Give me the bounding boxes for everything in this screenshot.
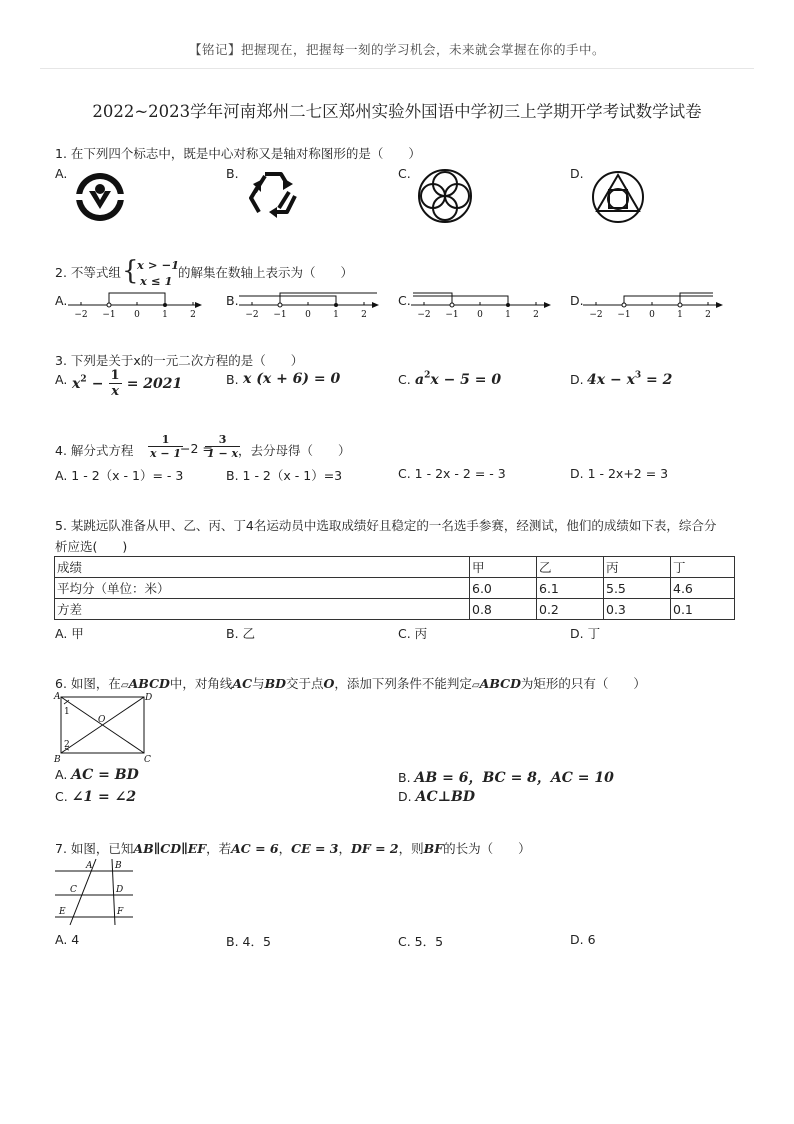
q7-condition: AB∥CD∥EF — [133, 841, 207, 856]
q7-parallel-lines-figure — [53, 857, 135, 927]
q3-a-minus: − — [91, 376, 104, 392]
q3-d-part1: 4x − x — [587, 372, 635, 388]
q1-option-c-label: C. — [398, 166, 411, 181]
angle-label: 1 — [64, 707, 70, 717]
q6-parallelogram-symbol-2: ▱ — [471, 680, 480, 691]
q2-stem-prefix: 2. 不等式组 — [55, 265, 121, 280]
q4-f2-denominator: 1 − x — [207, 447, 239, 460]
table-cell: 成绩 — [55, 557, 470, 578]
q6-option-c-label: C. — [55, 789, 68, 804]
q6-rectangle-figure — [53, 690, 157, 764]
q3-a-numerator: 1 — [110, 368, 120, 383]
tick-label: −1 — [445, 310, 459, 320]
table-cell: 6.1 — [537, 578, 604, 599]
angle-label: 2 — [64, 740, 70, 750]
table-cell: 丙 — [604, 557, 671, 578]
q6-option-d-expr: AC⊥BD — [415, 789, 476, 805]
tick-label: 0 — [649, 310, 655, 320]
tick-label: −1 — [617, 310, 631, 320]
table-row — [55, 578, 735, 599]
q6-text-5: ，添加下列条件不能判定 — [334, 676, 472, 691]
q6-abcd: ABCD — [128, 676, 170, 691]
tick-label: 1 — [677, 310, 683, 320]
q7-text-4: 的长为（ ） — [443, 841, 531, 856]
point-label: A — [86, 861, 93, 871]
q1-stem: 1. 在下列四个标志中，既是中心对称又是轴对称图形的是（ ） — [55, 146, 421, 161]
q6-parallelogram-symbol: ▱ — [120, 680, 129, 691]
table-cell: 6.0 — [470, 578, 537, 599]
q3-c-rest: x − 5 = 0 — [430, 372, 502, 388]
q2-option-a-label: A. — [55, 293, 68, 308]
q6-option-a — [55, 767, 139, 783]
recycle-logo-icon — [243, 166, 303, 222]
vertex-label: C — [144, 755, 151, 764]
q1-option-d-label: D. — [570, 166, 584, 181]
table-cell: 0.3 — [604, 599, 671, 620]
q4-option-c: C. 1 - 2x - 2 = - 3 — [398, 466, 506, 481]
q2-option-d-label: D. — [570, 293, 584, 308]
q6-option-d-label: D. — [398, 789, 412, 804]
q5-stem-line2: 析应选( ) — [55, 539, 128, 554]
q4-f2-numerator: 3 — [205, 433, 240, 447]
q3-option-c-label: C. — [398, 372, 411, 387]
center-label: O — [98, 715, 106, 725]
vertex-label: B — [54, 755, 61, 764]
q7-option-b: B. 4．5 — [226, 934, 271, 949]
q2-number-line-b — [237, 286, 383, 320]
q7-sep-2: ， — [338, 841, 352, 856]
tick-label: −2 — [589, 310, 603, 320]
q3-stem: 3. 下列是关于x的一元二次方程的是（ ） — [55, 353, 304, 368]
q6-option-a-expr: AC = BD — [71, 767, 139, 783]
table-cell: 甲 — [470, 557, 537, 578]
q5-option-a: A. 甲 — [55, 626, 84, 641]
q7-option-d: D. 6 — [570, 932, 596, 947]
q4-stem-prefix: 4. 解分式方程 — [55, 443, 134, 458]
tick-label: 1 — [162, 310, 168, 320]
q3-option-b-expr: x (x + 6) = 0 — [243, 371, 341, 387]
q7-text-1: 7. 如图，已知 — [55, 841, 134, 856]
q4-fraction-1 — [148, 433, 183, 460]
table-cell: 平均分（单位：米） — [55, 578, 470, 599]
triangle-square-logo-icon — [590, 169, 646, 225]
point-label: C — [70, 885, 77, 895]
q6-o: O — [323, 676, 335, 691]
q7-df: DF = 2 — [351, 841, 399, 856]
four-petal-logo-icon — [416, 167, 474, 225]
q5-option-c: C. 丙 — [398, 626, 428, 641]
q2-option-c-label: C. — [398, 293, 411, 308]
q6-ac: AC — [232, 676, 253, 691]
q2-brace: { — [122, 256, 139, 286]
table-header-row — [55, 557, 735, 578]
table-cell: 0.8 — [470, 599, 537, 620]
q5-option-d: D. 丁 — [570, 626, 601, 641]
q2-inequality-2: x ≤ 1 — [140, 274, 173, 288]
q6-text-1: 6. 如图，在 — [55, 676, 121, 691]
tick-label: 1 — [505, 310, 511, 320]
table-cell: 方差 — [55, 599, 470, 620]
q4-f1-denominator: x − 1 — [150, 447, 182, 460]
tick-label: −2 — [74, 310, 88, 320]
q4-option-a: A. 1 - 2（x - 1）= - 3 — [55, 468, 184, 483]
q3-option-c-expr — [415, 369, 501, 388]
q5-scores-table — [54, 556, 735, 620]
q3-d-part2: = 2 — [641, 372, 673, 388]
q3-a-rhs: = 2021 — [126, 376, 183, 392]
q4-fraction-2 — [205, 433, 240, 460]
tick-label: 0 — [134, 310, 140, 320]
vertex-label: A — [54, 692, 61, 702]
q3-option-a-expr — [72, 368, 182, 399]
table-cell: 0.2 — [537, 599, 604, 620]
table-cell: 丁 — [671, 557, 735, 578]
tick-label: 0 — [477, 310, 483, 320]
q4-f1-numerator: 1 — [148, 433, 183, 447]
vertex-label: D — [145, 693, 153, 703]
tick-label: 2 — [705, 310, 711, 320]
q7-ce: CE = 3 — [291, 841, 339, 856]
q3-a-exponent: 2 — [80, 374, 87, 385]
q3-a-denominator: x — [111, 384, 119, 399]
q7-ac: AC = 6 — [231, 841, 279, 856]
q2-stem-suffix: 的解集在数轴上表示为（ ） — [178, 265, 354, 280]
q6-text-6: 为矩形的只有（ ） — [520, 676, 646, 691]
q4-stem-suffix: ，去分母得（ ） — [238, 443, 351, 458]
logo-a-icon — [72, 169, 128, 225]
table-cell: 4.6 — [671, 578, 735, 599]
q3-d-exponent: 3 — [634, 370, 642, 381]
q3-c-exponent: 2 — [424, 370, 431, 381]
motto-header: 【铭记】把握现在，把握每一刻的学习机会，未来就会掌握在你的手中。 — [188, 42, 605, 57]
q4-option-b: B. 1 - 2（x - 1）=3 — [226, 468, 343, 483]
q6-abcd-2: ABCD — [479, 676, 521, 691]
q6-option-b-expr: AB = 6，BC = 8，AC = 10 — [414, 770, 614, 786]
tick-label: 2 — [190, 310, 196, 320]
q1-option-a-label: A. — [55, 166, 68, 181]
point-label: E — [59, 907, 66, 917]
q6-text-3: 与 — [252, 676, 265, 691]
q1-option-b-label: B. — [226, 166, 239, 181]
q6-bd: BD — [264, 676, 286, 691]
q6-option-d — [398, 789, 475, 805]
q6-option-c — [55, 789, 136, 805]
q6-option-a-label: A. — [55, 767, 68, 782]
q6-option-c-expr: ∠1 = ∠2 — [71, 789, 137, 805]
table-row — [55, 599, 735, 620]
q3-option-a-label: A. — [55, 372, 68, 387]
table-cell: 乙 — [537, 557, 604, 578]
table-cell: 0.1 — [671, 599, 735, 620]
q5-option-b: B. 乙 — [226, 626, 256, 641]
tick-label: 0 — [305, 310, 311, 320]
q4-stem-middle: −2 = — [180, 441, 213, 456]
tick-label: −1 — [273, 310, 287, 320]
q2-inequality-1: x > −1 — [137, 258, 180, 272]
q7-sep-1: ， — [278, 841, 292, 856]
point-label: D — [116, 885, 124, 895]
q6-option-b — [398, 767, 614, 787]
q3-option-d-label: D. — [570, 372, 584, 387]
q6-text-4: 交于点 — [286, 676, 324, 691]
tick-label: −2 — [245, 310, 259, 320]
q7-option-a: A. 4 — [55, 932, 80, 947]
tick-label: −1 — [102, 310, 116, 320]
q2-option-b-label: B. — [226, 293, 239, 308]
point-label: B — [115, 861, 122, 871]
q3-c-a: a — [415, 372, 425, 388]
q7-text-2: ，若 — [206, 841, 232, 856]
tick-label: 1 — [333, 310, 339, 320]
q7-option-c: C. 5．5 — [398, 934, 444, 949]
q6-text-2: 中，对角线 — [169, 676, 233, 691]
tick-label: 2 — [533, 310, 539, 320]
table-cell: 5.5 — [604, 578, 671, 599]
q7-bf: BF — [423, 841, 444, 856]
tick-label: −2 — [417, 310, 431, 320]
q6-option-b-label: B. — [398, 770, 411, 785]
q3-a-x: x — [72, 376, 81, 392]
exam-title: 2022~2023学年河南郑州二七区郑州实验外国语中学初三上学期开学考试数学试卷 — [92, 102, 702, 121]
q2-number-line-c — [409, 286, 555, 320]
q2-number-line-a — [66, 286, 206, 320]
q4-option-d: D. 1 - 2x+2 = 3 — [570, 466, 669, 481]
q3-a-fraction — [109, 368, 122, 399]
q7-text-3: ，则 — [398, 841, 424, 856]
q3-option-b-label: B. — [226, 372, 239, 387]
q7-stem — [55, 839, 531, 857]
tick-label: 2 — [361, 310, 367, 320]
q5-stem-line1: 5. 某跳远队准备从甲、乙、丙、丁4名运动员中选取成绩好且稳定的一名选手参赛，经测试，他们的成绩如下表，综合分 — [55, 518, 717, 533]
q2-number-line-d — [581, 286, 727, 320]
point-label: F — [117, 907, 124, 917]
header-divider — [40, 68, 754, 69]
q3-option-d-expr — [587, 369, 672, 388]
